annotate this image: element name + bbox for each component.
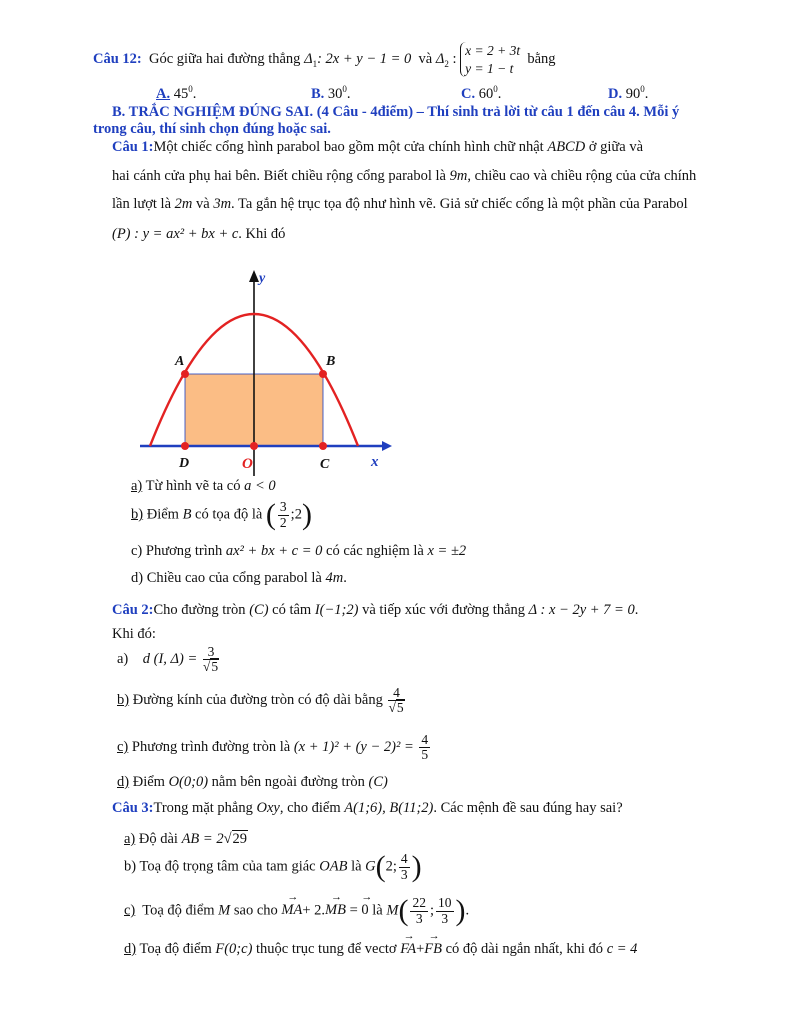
opt-deg: 0: [493, 84, 498, 94]
c1-line2: [112, 168, 696, 185]
item-mark: c) Phương trình: [131, 543, 223, 559]
frac-den: 2: [279, 514, 287, 530]
c1-item-b: b) Điểm B có tọa độ là ( $\frac{3}{2}$ ;2): [131, 498, 312, 531]
c1-text: lần lượt là: [112, 196, 172, 212]
frac-num: 4: [400, 851, 408, 867]
delta2-sub: 2: [444, 58, 449, 69]
label-b: B: [326, 354, 336, 369]
item-op: =: [349, 902, 358, 919]
q12-label: Câu 12:: [93, 50, 142, 67]
c3-item-a: a) Độ dài AB = 2√29: [124, 831, 248, 847]
c1-label: Câu 1:: [112, 139, 154, 155]
section-heading: B. TRẮC NGHIỆM ĐÚNG SAI. (4 Câu - 4điểm) – Thí sinh trả lời từ câu 1 đến câu 4. Mỗi ý: [112, 104, 680, 120]
item-text: Toạ độ điểm: [142, 902, 215, 919]
vector-mb: → MB: [325, 902, 346, 919]
c1-line3: [112, 196, 688, 213]
opt-end: .: [192, 85, 197, 102]
c3-item-c: c) Toạ độ điểm M sao cho → MA+ 2.→ MB = → 0 là M( $\frac{22}{3}$ ; $\frac{10}{3}$ ).: [124, 896, 469, 926]
c2-text: Cho đường tròn: [153, 602, 246, 618]
item-point: F(0;c): [215, 941, 253, 957]
q12-option-b: [311, 84, 351, 103]
c1-item-a: [131, 478, 276, 495]
item-centroid: G: [365, 858, 376, 875]
c2-item-c: [117, 733, 432, 762]
item-text: Toạ độ trọng tâm của tam giác: [139, 858, 316, 875]
frac-num: 3: [203, 645, 219, 660]
c3-label: Câu 3:: [112, 800, 154, 816]
opt-deg: 0: [188, 84, 193, 94]
item-mark: b): [124, 858, 137, 875]
vector-fa: → FA: [400, 941, 416, 958]
item-math: a < 0: [244, 478, 276, 494]
opt-letter: D.: [608, 85, 623, 102]
frac-den: 3: [400, 866, 408, 882]
c1-item-c: [131, 543, 466, 560]
c2-text: và tiếp xúc với đường thẳng: [362, 602, 526, 618]
c1-height: 2m: [174, 196, 193, 212]
item-point: B: [182, 506, 192, 523]
frac-num: 10: [438, 895, 452, 911]
c2-khi-do: Khi đó:: [112, 626, 156, 642]
opt-end: .: [644, 85, 649, 102]
c2-text: có tâm: [272, 602, 312, 618]
item-math: ax² + bx + c = 0: [225, 543, 323, 559]
point-d: [181, 442, 189, 450]
q12-option-a: [156, 84, 196, 103]
q12-option-d: [608, 84, 648, 103]
opt-end: .: [346, 85, 351, 102]
label-c: C: [320, 457, 330, 472]
item-equation: (x + 1)² + (y − 2)² =: [293, 739, 414, 755]
frac-den: 5: [211, 659, 219, 675]
point-b: [319, 370, 327, 378]
c3-plane: Oxy: [256, 800, 280, 816]
item-x: 2;: [385, 858, 397, 875]
frac-num: 4: [388, 686, 404, 701]
delta1-eq: : 2x + y − 1 = 0: [317, 50, 412, 67]
item-rest: ;2: [290, 506, 302, 523]
q12-text: Góc giữa hai đường thẳng: [149, 50, 301, 67]
item-mark: a): [117, 651, 129, 667]
x-axis-arrow: [382, 441, 392, 451]
c1-text: , chiều cao và chiều rộng của cửa chính: [467, 168, 697, 184]
item-mark: d): [117, 774, 130, 790]
frac-den: 5: [421, 747, 429, 763]
c2-item-a: a) d (I, Δ) = $\frac{3}{√5}$: [117, 644, 219, 675]
item-text: Đường kính của đường tròn có độ dài bằng: [132, 692, 383, 708]
item-lhs: AB = 2: [181, 831, 224, 847]
sys-row1: x = 2 + 3t: [465, 43, 521, 58]
parabola-figure: [130, 262, 400, 484]
item-mark: b): [131, 506, 144, 523]
c3-text: Trong mặt phẳng: [153, 800, 253, 816]
c1-text: . Ta gắn hệ trục tọa độ như hình vẽ. Giả sử chiếc cổng là một phần của Parabol: [231, 196, 688, 212]
c3-item-b: b) Toạ độ trọng tâm của tam giác OAB là G(2; $\frac{4}{3}$ ): [124, 850, 422, 883]
c2-line1: [112, 602, 638, 619]
item-solution: x = ±2: [427, 543, 467, 559]
c1-width2: 3m: [213, 196, 232, 212]
item-text: thuộc trục tung để vectơ: [256, 941, 397, 957]
opt-deg: 0: [342, 84, 347, 94]
opt-end: .: [497, 85, 502, 102]
item-lhs: d (I, Δ) =: [142, 651, 198, 667]
c3-points: A(1;6), B(11;2): [344, 800, 434, 816]
item-text: nằm bên ngoài đường tròn: [211, 774, 365, 790]
frac-den: 5: [396, 700, 404, 716]
label-y: y: [259, 271, 266, 286]
c2-circle: (C): [249, 602, 269, 618]
label-d: D: [179, 456, 190, 471]
item-text: có các nghiệm là: [326, 543, 424, 559]
opt-value: 30: [327, 85, 343, 102]
c1-text: . Khi đó: [238, 226, 286, 242]
c1-text: Một chiếc cổng hình parabol bao gồm một cửa chính hình chữ nhật: [153, 139, 544, 155]
point-a: [181, 370, 189, 378]
c1-abcd: ABCD: [547, 139, 586, 155]
c1-line1: [112, 139, 643, 156]
frac-den: 3: [441, 910, 449, 926]
section-heading-2: trong câu, thí sinh chọn đúng hoặc sai.: [93, 121, 331, 137]
item-text: Điểm: [132, 774, 165, 790]
frac-den: 3: [415, 910, 423, 926]
item-point: O(0;0): [168, 774, 209, 790]
c3-text: . Các mệnh đề sau đúng hay sai?: [433, 800, 623, 816]
item-point: M: [386, 902, 399, 919]
item-op: +: [416, 941, 425, 957]
item-circle: (C): [368, 774, 388, 790]
item-radicand: 29: [232, 831, 248, 847]
opt-value: 45: [173, 85, 189, 102]
c2-center: I(−1;2): [314, 602, 359, 618]
label-a: A: [175, 354, 185, 369]
item-text: có tọa độ là: [195, 506, 263, 523]
q12-and: và: [418, 50, 433, 67]
opt-value: 60: [478, 85, 494, 102]
item-end: .: [465, 902, 470, 919]
c2-label: Câu 2:: [112, 602, 154, 618]
q12-option-c: [461, 84, 501, 103]
c2-end: .: [634, 602, 639, 618]
c1-width: 9m: [449, 168, 468, 184]
delta2: Δ: [435, 50, 445, 67]
opt-value: 90: [625, 85, 641, 102]
item-mark: b): [117, 692, 130, 708]
item-text: sao cho: [233, 902, 278, 919]
delta1: Δ: [304, 50, 313, 67]
c1-text: hai cánh cửa phụ hai bên. Biết chiều rộng cổng parabol là: [112, 168, 446, 184]
item-mark: c): [124, 902, 136, 919]
item-end: .: [343, 570, 347, 586]
opt-deg: 0: [640, 84, 645, 94]
vector-ma: → MA: [281, 902, 302, 919]
item-text: Điểm: [146, 506, 179, 523]
label-x: x: [371, 454, 379, 470]
c1-line4: [112, 226, 285, 243]
item-mark: d): [124, 941, 137, 957]
c1-item-d: [131, 570, 347, 587]
c2-item-b: b) Đường kính của đường tròn có độ dài bằng $\frac{4}{√5}$: [117, 685, 404, 716]
c1-text: và: [196, 196, 210, 212]
y-axis-arrow: [249, 270, 259, 282]
c3-text: , cho điểm: [279, 800, 341, 816]
vector-zero: → 0: [361, 902, 368, 919]
frac-num: 22: [412, 895, 426, 911]
item-mark: a): [124, 831, 136, 847]
vector-fb: → FB: [424, 941, 442, 958]
item-mark: a): [131, 478, 143, 494]
item-text: Từ hình vẽ ta có: [145, 478, 241, 494]
item-answer: c = 4: [606, 941, 638, 957]
item-triangle: OAB: [319, 858, 348, 875]
frac-num: 3: [279, 499, 287, 515]
frac-num: 4: [421, 732, 429, 747]
opt-letter: C.: [461, 85, 476, 102]
c3-item-d: [124, 941, 637, 958]
item-point: M: [218, 902, 231, 919]
item-op: + 2.: [302, 902, 326, 919]
item-math: 4m: [325, 570, 344, 586]
c1-parabola-eq: (P) : y = ax² + bx + c: [112, 226, 239, 242]
c2-item-d: [117, 774, 388, 791]
item-mark: c): [117, 739, 129, 755]
q12-post: bằng: [527, 50, 556, 67]
item-text: Toạ độ điểm: [139, 941, 212, 957]
q12-system: [460, 42, 520, 77]
opt-letter: A.: [156, 85, 171, 102]
delta1-sub: 1: [312, 58, 318, 69]
item-text: là: [372, 902, 383, 919]
c2-line: Δ : x − 2y + 7 = 0: [528, 602, 635, 618]
point-c: [319, 442, 327, 450]
item-text: Phương trình đường tròn là: [131, 739, 291, 755]
item-text: có độ dài ngắn nhất, khi đó: [445, 941, 604, 957]
question-12: Câu 12: Góc giữa hai đường thẳng $\Delta_1$: 2x + y − 1 = 0 và $\Delta_2$ : x = 2 + 3t y = 1 − t bằng: [93, 43, 556, 76]
sys-row2: y = 1 − t: [465, 60, 514, 76]
item-text: là: [351, 858, 362, 875]
c1-text: ở giữa và: [588, 139, 644, 155]
item-mark: d) Chiều cao của cổng parabol là: [131, 570, 322, 586]
point-o: [250, 442, 258, 450]
opt-letter: B.: [311, 85, 325, 102]
label-o: O: [242, 456, 253, 472]
c3-line1: [112, 800, 623, 817]
item-text: Độ dài: [138, 831, 178, 847]
